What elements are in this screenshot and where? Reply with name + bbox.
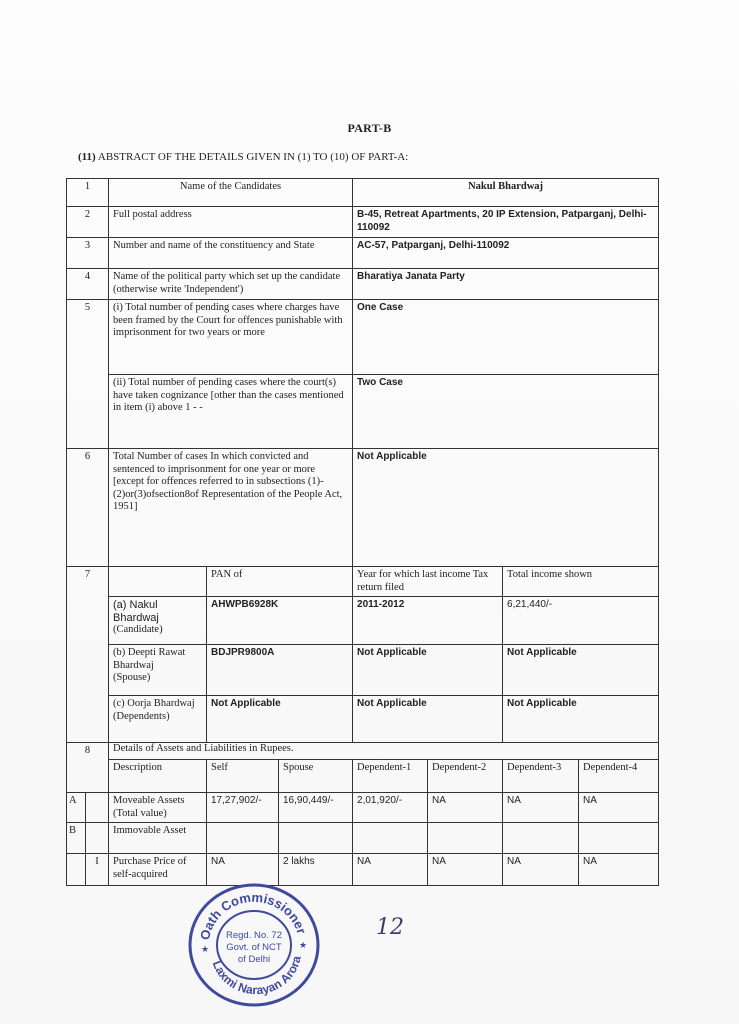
row-label: Total Number of cases In which convicted and sentenced to imprisonment for one year or more [except for offences referred to in subsections (1)-(2)or(3)ofsection8of Representation of the People Act, 1951] (109, 449, 353, 567)
table-row (67, 375, 659, 449)
table-row (67, 645, 659, 696)
abstract-heading (78, 151, 408, 163)
pending-cases-framed-value: One Case (353, 300, 659, 375)
row-letter: B (67, 823, 86, 854)
pan-value: Not Applicable (207, 696, 353, 743)
income-value: 6,21,440/- (503, 597, 659, 645)
table-row (67, 238, 659, 269)
assets-header-dependent-1: Dependent-1 (353, 760, 428, 793)
postal-address-value: B-45, Retreat Apartments, 20 IP Extension, Patparganj, Delhi-110092 (353, 207, 659, 238)
handwritten-page-number: 12 (376, 915, 404, 940)
asset-value-self: NA (207, 854, 279, 886)
person-role: (Spouse) (113, 672, 151, 683)
asset-value-spouse: 16,90,449/- (279, 793, 353, 823)
asset-description: Moveable Assets (Total value) (109, 793, 207, 823)
asset-value-dependent-2: NA (428, 793, 503, 823)
person-cell (109, 597, 207, 645)
assets-header-dependent-4: Dependent-4 (579, 760, 659, 793)
asset-value-dependent-3: NA (503, 854, 579, 886)
abstract-number: (11) (78, 151, 96, 163)
stamp-line-1: Regd. No. 72 (226, 930, 282, 941)
table-row (67, 207, 659, 238)
person-cell (109, 696, 207, 743)
asset-value-dependent-4: NA (579, 854, 659, 886)
empty-cell (67, 854, 86, 886)
table-row (67, 696, 659, 743)
row-label: (i) Total number of pending cases where charges have been framed by the Court for offences punishable with imprisonment for two years or more (109, 300, 353, 375)
row-number: 5 (67, 300, 109, 449)
table-row (67, 179, 659, 207)
tax-year-header: Year for which last income Tax return filed (353, 567, 503, 597)
party-value: Bharatiya Janata Party (353, 269, 659, 300)
row-sub-number: I (86, 854, 109, 886)
row-label: (ii) Total number of pending cases where the court(s) have taken cognizance [other than the cases mentioned in item (i) above 1 - - (109, 375, 353, 449)
empty-cell (279, 823, 353, 854)
asset-description: Purchase Price of self-acquired (109, 854, 207, 886)
empty-cell (503, 823, 579, 854)
stamp-line-3: of Delhi (237, 954, 271, 965)
row-label: Name of the Candidates (109, 179, 353, 207)
person-name: (a) Nakul Bhardwaj (113, 599, 159, 624)
table-row (67, 760, 659, 793)
table-row (67, 793, 659, 823)
tax-year-value: Not Applicable (353, 645, 503, 696)
row-number: 6 (67, 449, 109, 567)
table-row (67, 743, 659, 760)
part-title: PART-B (347, 121, 392, 135)
asset-description: Immovable Asset (109, 823, 207, 854)
empty-cell (428, 823, 503, 854)
abstract-text: ABSTRACT OF THE DETAILS GIVEN IN (1) TO (10) OF PART-A: (97, 151, 409, 163)
empty-cell (109, 567, 207, 597)
empty-cell (207, 823, 279, 854)
table-row (67, 597, 659, 645)
table-row (67, 823, 659, 854)
pan-value: BDJPR9800A (207, 645, 353, 696)
pending-cases-cognizance-value: Two Case (353, 375, 659, 449)
empty-cell (579, 823, 659, 854)
pan-header: PAN of (207, 567, 353, 597)
empty-cell (353, 823, 428, 854)
row-number: 3 (67, 238, 109, 269)
empty-cell (86, 823, 109, 854)
stamp-top-text: Oath Commissioner (197, 889, 310, 942)
assets-header-dependent-2: Dependent-2 (428, 760, 503, 793)
stamp-line-2: Govt. of NCT (226, 942, 282, 953)
pan-value: AHWPB6928K (207, 597, 353, 645)
tax-year-value: 2011-2012 (353, 597, 503, 645)
person-role: (Dependents) (113, 710, 170, 722)
row-number: 1 (67, 179, 109, 207)
oath-commissioner-stamp (187, 882, 321, 1008)
asset-value-spouse: 2 lakhs (279, 854, 353, 886)
asset-value-dependent-3: NA (503, 793, 579, 823)
assets-header-self: Self (207, 760, 279, 793)
table-row (67, 300, 659, 375)
row-label: Number and name of the constituency and State (109, 238, 353, 269)
star-icon: ★ (299, 940, 308, 950)
convicted-cases-value: Not Applicable (353, 449, 659, 567)
tax-year-value: Not Applicable (353, 696, 503, 743)
assets-header-description: Description (109, 760, 207, 793)
table-row (67, 269, 659, 300)
row-label: Full postal address (109, 207, 353, 238)
candidate-name: Nakul Bhardwaj (353, 179, 659, 207)
stamp-bottom-text: Laxmi Narayan Arora (209, 954, 304, 998)
table-row (67, 449, 659, 567)
row-number: 2 (67, 207, 109, 238)
candidate-details-table (66, 178, 659, 886)
asset-value-dependent-1: 2,01,920/- (353, 793, 428, 823)
person-cell (109, 645, 207, 696)
income-header: Total income shown (503, 567, 659, 597)
assets-heading: Details of Assets and Liabilities in Rupees. (109, 743, 659, 760)
row-label: Name of the political party which set up the candidate (otherwise write 'Independent') (109, 269, 353, 300)
constituency-value: AC-57, Patparganj, Delhi-110092 (353, 238, 659, 269)
row-number: 7 (67, 567, 109, 743)
assets-header-spouse: Spouse (279, 760, 353, 793)
asset-value-dependent-1: NA (353, 854, 428, 886)
asset-value-self: 17,27,902/- (207, 793, 279, 823)
star-icon: ★ (201, 944, 210, 954)
person-name: (b) Deepti Rawat Bhardwaj (113, 647, 186, 671)
table-row (67, 567, 659, 597)
income-value: Not Applicable (503, 696, 659, 743)
row-number: 8 (67, 743, 109, 760)
person-name: (c) Oorja Bhardwaj (113, 698, 195, 709)
asset-value-dependent-4: NA (579, 793, 659, 823)
row-letter: A (67, 793, 86, 823)
asset-value-dependent-2: NA (428, 854, 503, 886)
empty-cell (86, 793, 109, 823)
income-value: Not Applicable (503, 645, 659, 696)
table-row (67, 854, 659, 886)
empty-cell (67, 760, 109, 793)
person-role: (Candidate) (113, 624, 163, 635)
assets-header-dependent-3: Dependent-3 (503, 760, 579, 793)
row-number: 4 (67, 269, 109, 300)
